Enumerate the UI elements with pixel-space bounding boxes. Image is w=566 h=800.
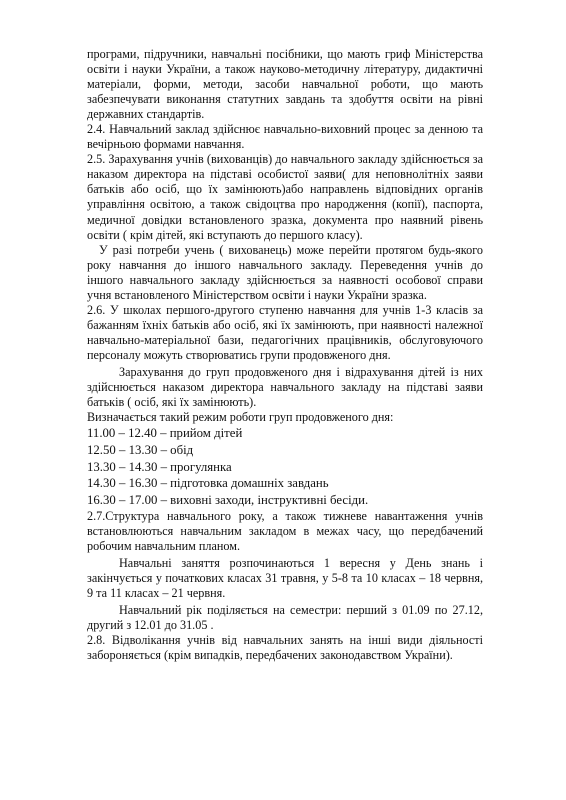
document-page	[87, 47, 483, 663]
paragraph-2-8: 2.8. Відволікання учнів від навчальних занять на інші види діяльності забороняється (крім випадків, передбачених законодавством України).	[87, 633, 483, 663]
paragraph-2-7: 2.7.Структура навчального року, а також тижневе навантаження учнів встановлюються навчальним закладом в межах часу, що передбачений робочим навчальним планом.	[87, 508, 483, 553]
schedule-item: 12.50 – 13.30 – обід	[87, 442, 194, 457]
paragraph-2-4: 2.4. Навчальний заклад здійснює навчально-виховний процес за денною та вечірньою формами навчання.	[87, 122, 483, 152]
paragraph-enrollment-extended-day: Зарахування до груп продовженого дня і відрахування дітей із них здійснюється наказом директора навчального закладу на підставі заяви батьків ( осіб, які їх замінюють).	[87, 364, 483, 410]
schedule-item: 11.00 – 12.40 – прийом дітей	[87, 426, 243, 441]
schedule-list	[87, 425, 483, 509]
paragraph-schedule-intro: Визначається такий режим роботи груп продовженого дня:	[87, 410, 394, 425]
schedule-item: 16.30 – 17.00 – виховні заходи, інструктивні бесіди.	[87, 492, 369, 507]
paragraph-2-6: 2.6. У школах першого-другого ступеню навчання для учнів 1-3 класів за бажанням їхніх батьків або осіб, які їх замінюють, при наявності належної навчально-матеріальної бази, педагогічних працівників, обслуговуючого персоналу можуть створюватись групи продовженого дня.	[87, 302, 483, 362]
paragraph-2-5: 2.5. Зарахування учнів (вихованців) до навчального закладу здійснюється за наказом директора на підставі особистої заяви( для неповнолітніх заяви батьків або осіб, що їх замінюють)або направлень відповідних органів управління освітою, а також свідоцтва про народження (копії), паспорта, медичної довідки встановленого зразка, документа про наявний рівень освіти ( крім дітей, які вступають до першого класу).	[87, 152, 483, 242]
schedule-item: 14.30 – 16.30 – підготовка домашніх завдань	[87, 476, 329, 491]
paragraph-transfer: У разі потреби учень ( вихованець) може перейти протягом будь-якого року навчання до іншого навчального закладу. Переведення учнів до іншого навчального закладу здійснюється за наявності особової справи учня встановленого Міністерством освіти і науки України зразка.	[87, 242, 483, 302]
schedule-item: 13.30 – 14.30 – прогулянка	[87, 459, 232, 474]
paragraph-curriculum-continuation: програми, підручники, навчальні посібники, що мають гриф Міністерства освіти і науки України, а також науково-методичну літературу, дидактичні матеріали, форми, методи, засоби навчальної роботи, що мають забезпечувати виконання статутних завдань та здобуття освіти на рівні державних стандартів.	[87, 47, 483, 122]
paragraph-semesters: Навчальний рік поділяється на семестри: перший з 01.09 по 27.12, другий з 12.01 до 31.05 .	[87, 602, 483, 633]
paragraph-classes-start: Навчальні заняття розпочинаються 1 вересня у День знань і закінчується у початкових класах 31 травня, у 5-8 та 10 класах – 18 червня, 9 та 11 класах – 21 червня.	[87, 555, 483, 600]
